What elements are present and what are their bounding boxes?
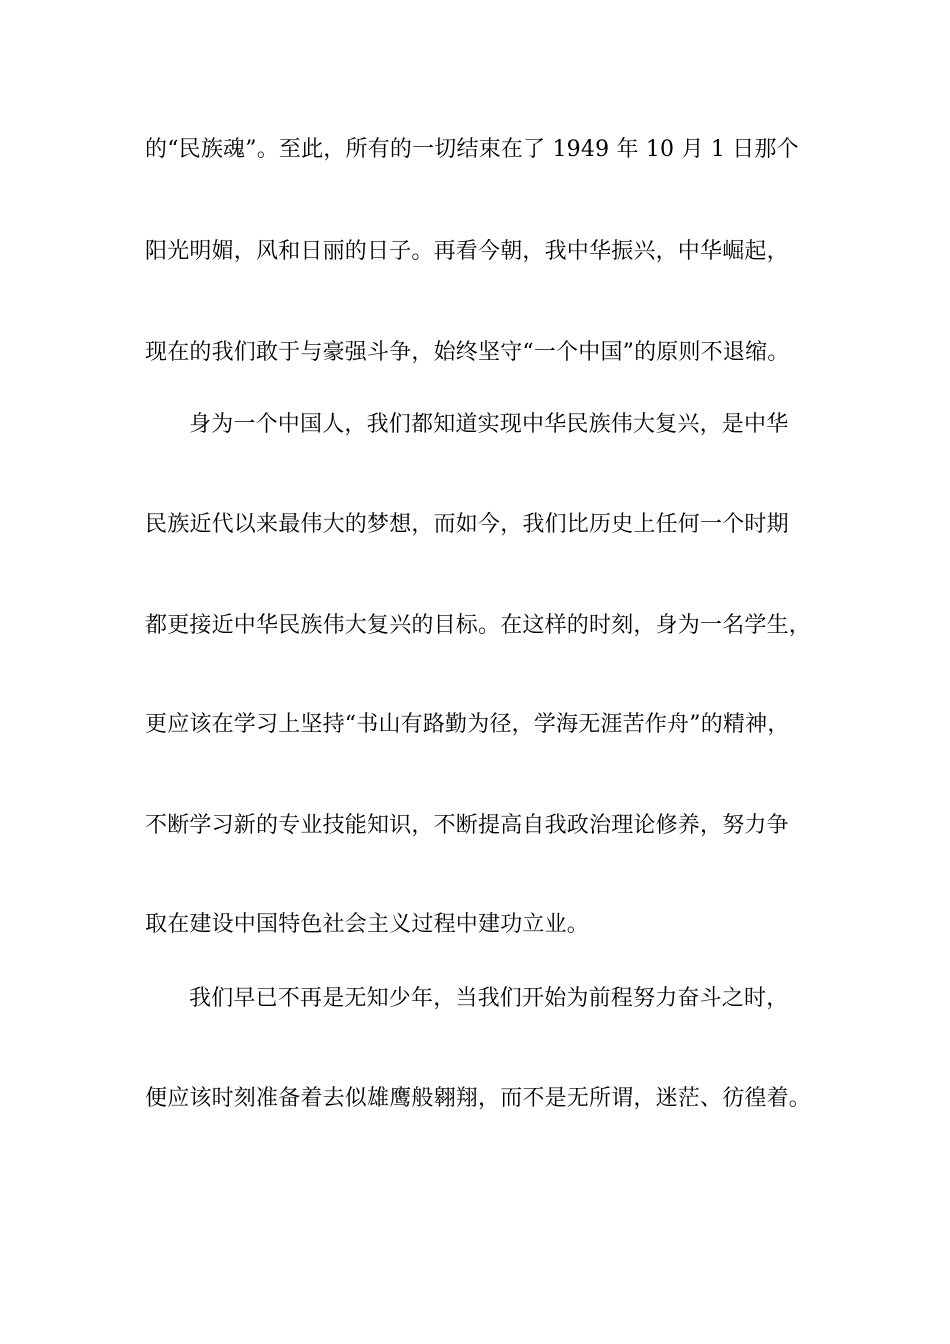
text-line: 的“民族魂”。至此，所有的一切结束在了 1949 年 10 月 1 日那个 [145, 137, 799, 162]
paragraph-first-line: 我们早已不再是无知少年，当我们开始为前程努力奋斗之时， [189, 986, 789, 1011]
text-line: 取在建设中国特色社会主义过程中建功立业。 [145, 912, 590, 937]
text-line: 便应该时刻准备着去似雄鹰般翱翔，而不是无所谓，迷茫、彷徨着。 [145, 1086, 812, 1111]
text-line: 不断学习新的专业技能知识，不断提高自我政治理论修养，努力争 [145, 813, 789, 838]
paragraph-first-line: 身为一个中国人，我们都知道实现中华民族伟大复兴，是中华 [189, 412, 789, 437]
text-line: 都更接近中华民族伟大复兴的目标。在这样的时刻，身为一名学生， [145, 613, 812, 638]
text-line: 阳光明媚，风和日丽的日子。再看今朝，我中华振兴，中华崛起， [145, 239, 789, 264]
text-line: 民族近代以来最伟大的梦想，而如今，我们比历史上任何一个时期 [145, 512, 789, 537]
text-line: 现在的我们敢于与豪强斗争，始终坚守“一个中国”的原则不退缩。 [145, 340, 790, 365]
text-line: 更应该在学习上坚持“书山有路勤为径，学海无涯苦作舟”的精神， [145, 712, 790, 737]
